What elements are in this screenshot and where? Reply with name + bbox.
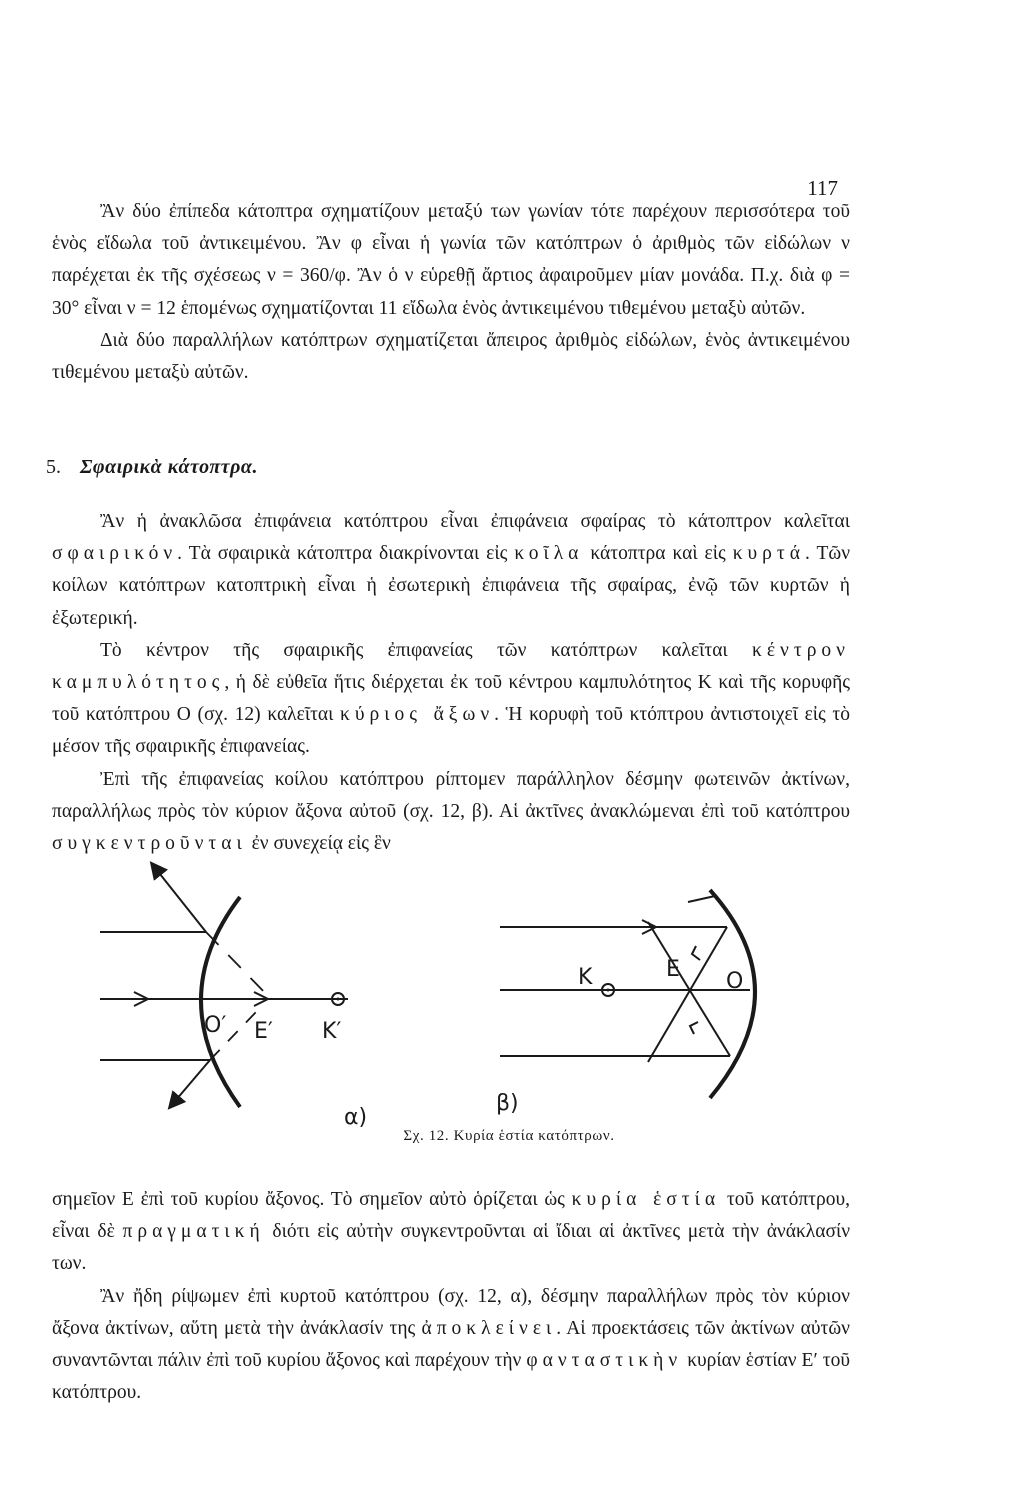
page-number: 117 (807, 176, 838, 200)
term-convex: κυρτά (732, 543, 805, 565)
convex-mirror (201, 897, 240, 1107)
term-principal-axis: κύριος ἄξων (340, 704, 495, 726)
section-number: 5. (46, 456, 61, 478)
paragraph-concave-beam: Ἐπὶ τῆς ἐπιφανείας κοίλου κατόπτρου ρίπτομεν παράλληλον δέσμην φωτεινῶν ἀκτίνων, παραλλήλως πρὸς τὸν κύριον ἄξονα αὐτοῦ (σχ. 12, β). Αἱ ἀκτῖνες ἀνακλώμεναι ἐπὶ τοῦ κατόπτρου συγκεντροῦνται ἐν συνεχείᾳ εἰς ἓν (52, 768, 850, 855)
ray-arrow-b-upper (692, 946, 700, 960)
diagram-label-b: β) (496, 1091, 519, 1116)
center-label-b: K (578, 965, 593, 990)
term-converge: συγκεντροῦνται (52, 833, 247, 855)
center-point-a-dot (337, 998, 340, 1001)
intro-text-block (52, 196, 850, 389)
focus-label-b: E (666, 957, 680, 982)
term-concave: κοῖλα (514, 543, 584, 565)
incident-ray-top-edge (688, 896, 715, 902)
concave-mirror (710, 890, 755, 1098)
term-real: πραγματική (122, 1221, 265, 1243)
focus-label-a: E′ (254, 1019, 273, 1044)
paragraph-center: Τὸ κέντρον τῆς σφαιρικῆς ἐπιφανείας τῶν κατόπτρων καλεῖται κέντρον καμπυλότητος, ἡ δὲ εὐθεῖα ἥτις διέρχεται ἐκ τοῦ κέντρου καμπυλότητος Κ καὶ τῆς κορυφῆς τοῦ κατόπτρου Ο (σχ. 12) καλεῖται κύριος ἄξων. Ἡ κορυφὴ τοῦ κτόπτρου ἀντιστοιχεῖ εἰς τὸ μέσον τῆς σφαιρικῆς ἐπιφανείας. (52, 639, 850, 758)
section-heading (46, 456, 258, 479)
diagram-label-a: α) (344, 1105, 368, 1130)
paragraph-plane-mirrors: Ἂν δύο ἐπίπεδα κάτοπτρα σχηματίζουν μεταξύ των γωνίαν τότε παρέχουν περισσότερα τοῦ ἑνὸς εἴδωλα τοῦ ἀντικειμένου. Ἂν φ εἶναι ἡ γωνία τῶν κατόπτρων ὁ ἀριθμὸς τῶν εἰδώλων ν παρέχεται ἐκ τῆς σχέσεως ν = 360/φ. Ἂν ὁ ν εὑρεθῇ ἄρτιος ἀφαιροῦμεν μίαν μονάδα. Π.χ. διὰ φ = 30° εἶναι ν = 12 ἑπομένως σχηματίζονται 11 εἴδωλα ἑνὸς ἀντικειμένου τιθεμένου μεταξὺ αὐτῶν. (52, 201, 850, 319)
figure-caption: Σχ. 12. Κυρία ἑστία κατόπτρων. (403, 1128, 615, 1144)
term-diverges: ἀποκλείνει (421, 1317, 557, 1339)
section-title: Σφαιρικὰ κάτοπτρα. (80, 456, 258, 478)
paragraph-real-focus: σημεῖον Ε ἐπὶ τοῦ κυρίου ἄξονος. Τὸ σημεῖον αὐτὸ ὁρίζεται ὡς κυρία ἑστία τοῦ κατόπτρου, εἶναι δὲ πραγματική διότι εἰς αὐτὴν συγκεντροῦνται αἱ ἴδιαι αἱ ἀκτῖνες μετὰ τὴν ἀνάκλασίν των. (52, 1189, 851, 1275)
spherical-text-block (52, 506, 850, 860)
paragraph-definition: Ἂν ἡ ἀνακλῶσα ἐπιφάνεια κατόπτρου εἶναι ἐπιφάνεια σφαίρας τὸ κάτοπτρον καλεῖται σφαιρικόν. Τὰ σφαιρικὰ κάτοπτρα διακρίνονται εἰς κοῖλα κάτοπτρα καὶ εἰς κυρτά. Τῶν κοίλων κατόπτρων κατοπτρικὴ εἶναι ἡ ἐσωτερικὴ ἐπιφάνεια τῆς σφαίρας, ἐνῷ τῶν κυρτῶν ἡ ἐξωτερική. (52, 511, 851, 629)
reflected-ray-top (152, 864, 206, 932)
virtual-ray-top (206, 932, 268, 996)
term-virtual: φανταστικὴν (526, 1350, 683, 1372)
ray-arrow-b-lower (690, 1022, 698, 1034)
term-principal-focus: κυρία ἑστία (571, 1189, 721, 1210)
center-point-b-dot (607, 989, 610, 992)
reflected-ray-bottom (170, 1060, 210, 1107)
focus-text-block (52, 1184, 850, 1409)
paragraph-parallel-mirrors: Διὰ δύο παραλλήλων κατόπτρων σχηματίζεται ἄπειρος ἀριθμὸς εἰδώλων, ἑνὸς ἀντικειμένου τιθεμένου μεταξὺ αὐτῶν. (52, 329, 850, 384)
center-label-a: K′ (322, 1019, 342, 1044)
vertex-label-a: O′ (204, 1013, 227, 1038)
reflected-ray-upper (648, 927, 727, 1062)
paragraph-virtual-focus: Ἂν ἤδη ρίψωμεν ἐπὶ κυρτοῦ κατόπτρου (σχ. 12, α), δέσμην παραλλήλων πρὸς τὸν κύριον ἄξονα ἀκτίνων, αὕτη μετὰ τὴν ἀνάκλασίν της ἀποκλείνει. Αἱ προεκτάσεις τῶν ἀκτίνων αὐτῶν συναντῶνται πάλιν ἐπὶ τοῦ κυρίου ἄξονος καὶ παρέχουν τὴν φανταστικὴν κυρίαν ἑστίαν Ε′ τοῦ κατόπτρου. (52, 1285, 851, 1404)
figure-12 (100, 842, 800, 1132)
diagram-concave (496, 890, 755, 1116)
term-center-of-curvature: κέντρον καμπυλότητος (52, 639, 850, 694)
term-spherical: σφαιρικόν (52, 543, 178, 565)
vertex-label-b: O (726, 969, 744, 994)
diagram-convex (100, 864, 367, 1130)
